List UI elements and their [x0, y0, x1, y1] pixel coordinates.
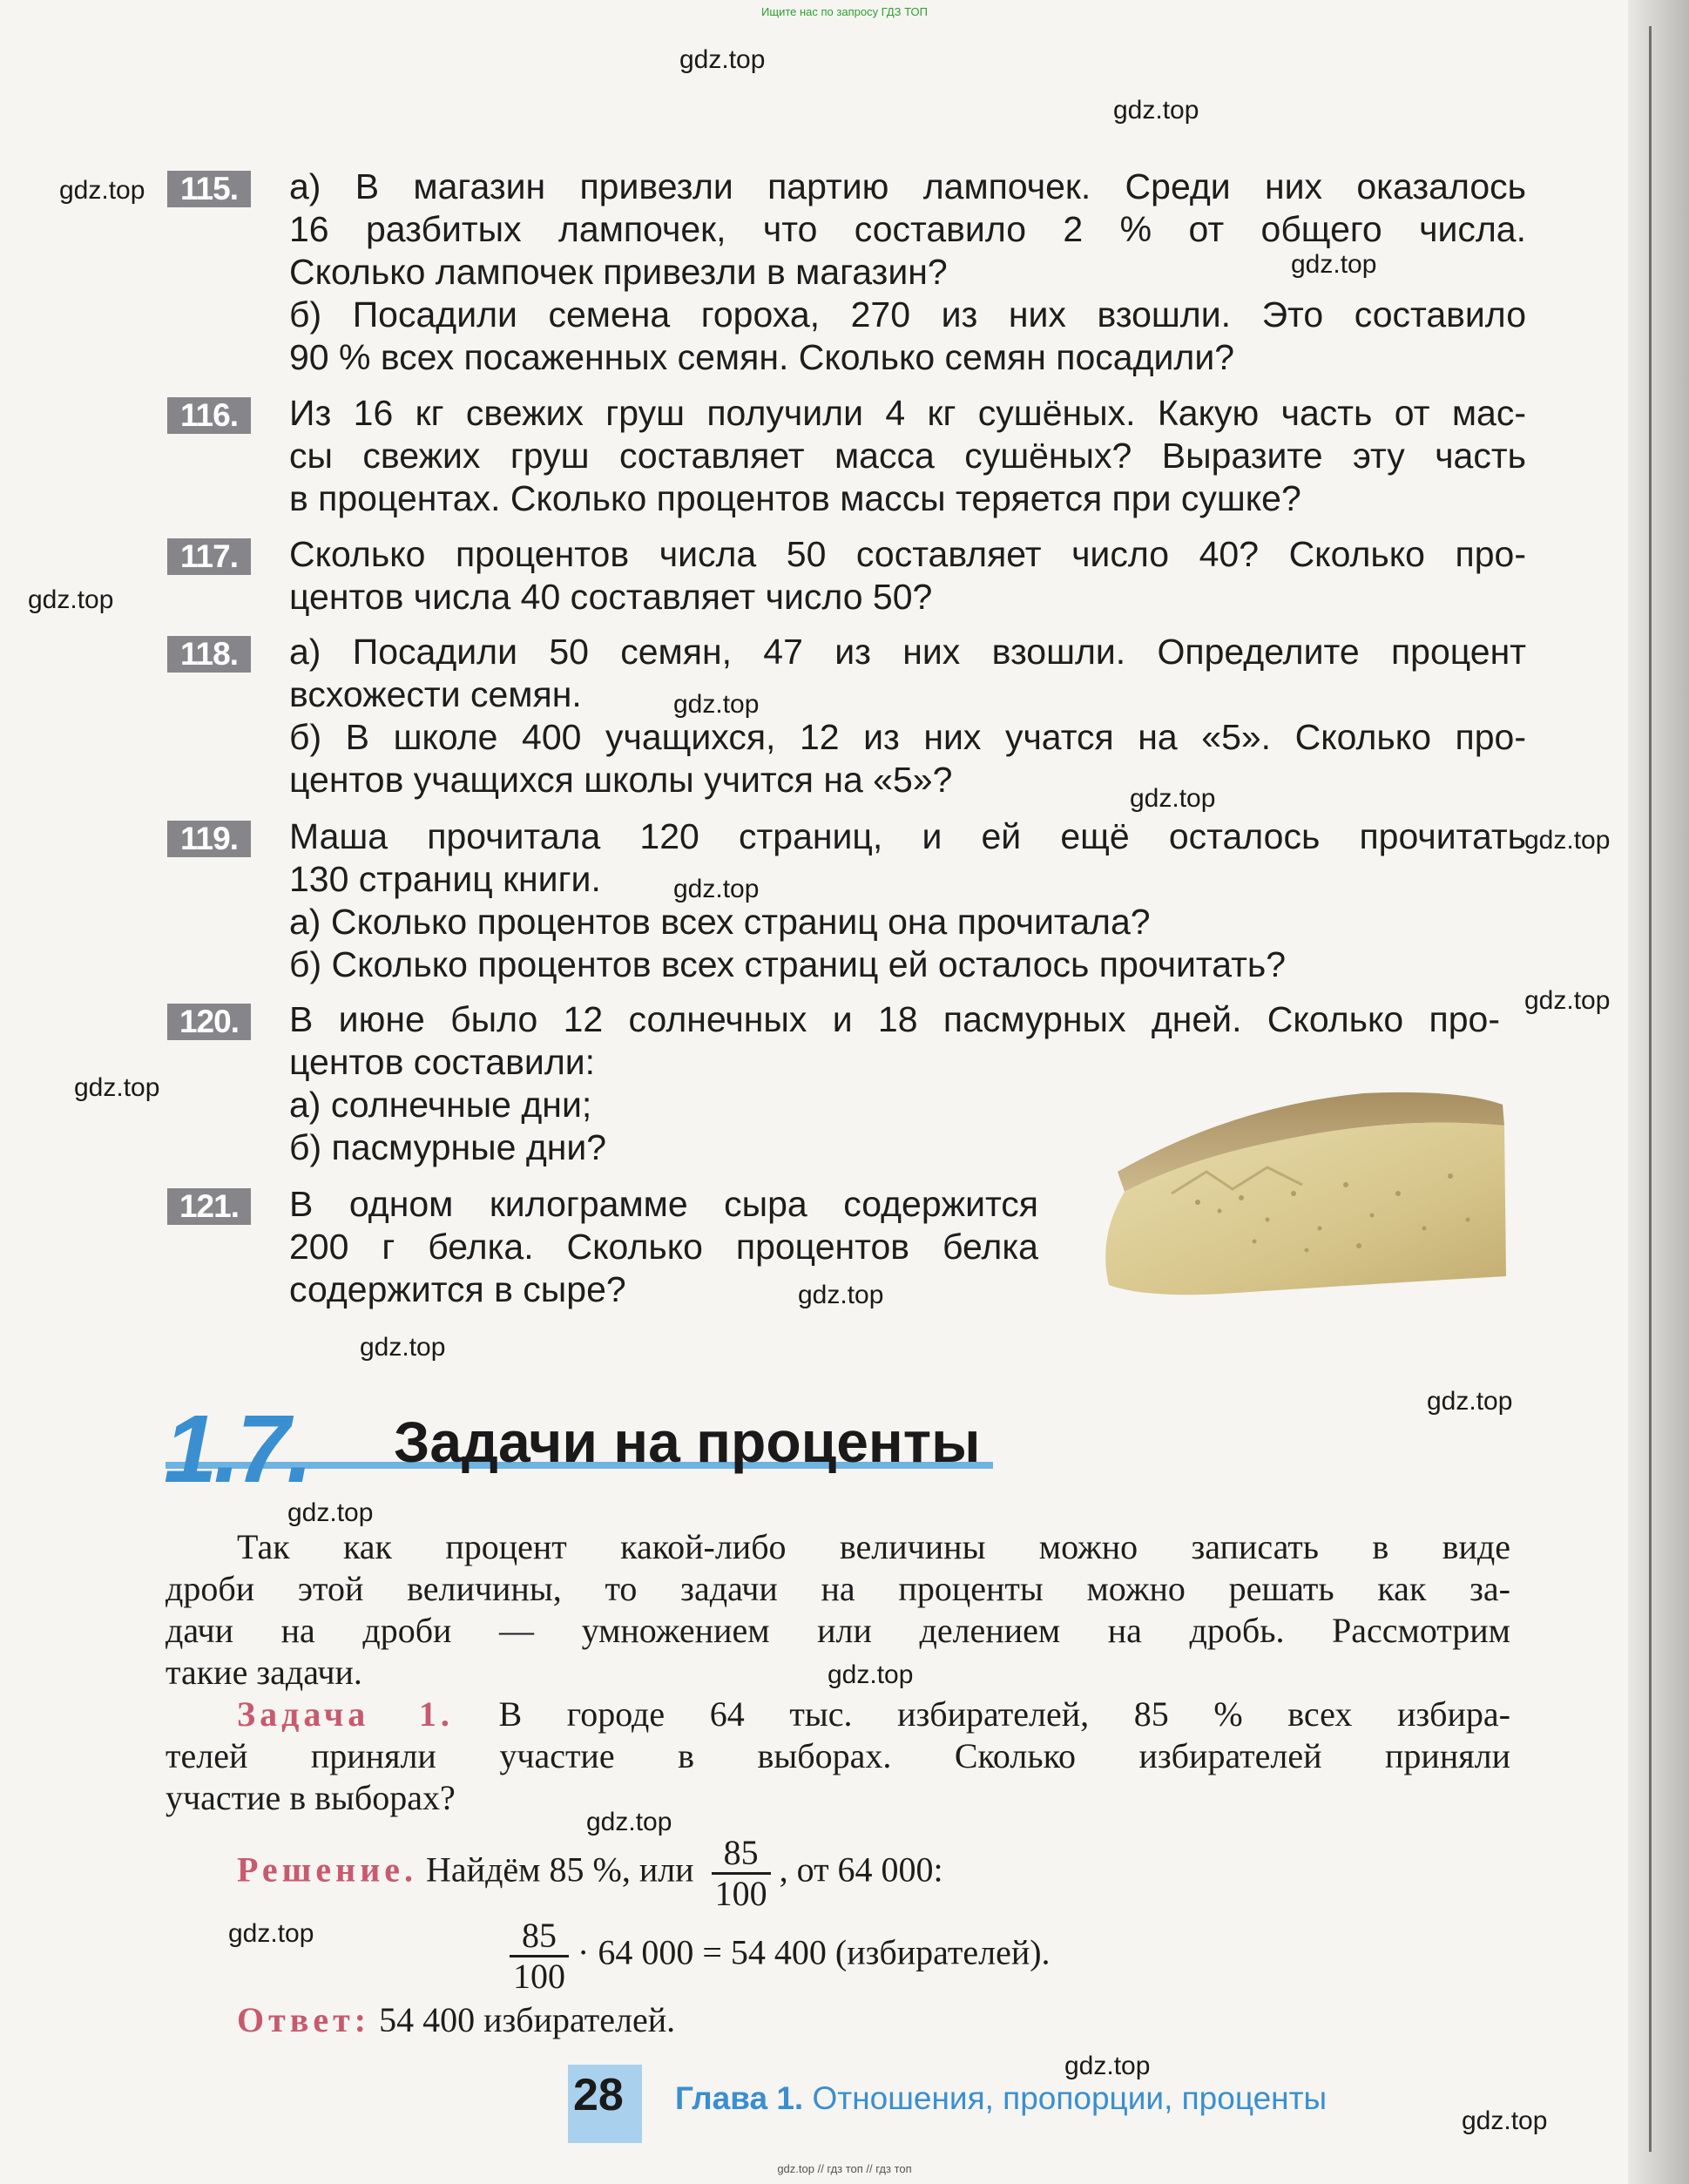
- section-number: 1.7.: [164, 1396, 310, 1503]
- solution-text: , от 64 000:: [779, 1849, 943, 1890]
- task-line: содержится в сыре?: [289, 1269, 626, 1309]
- watermark: gdz.top: [828, 1660, 914, 1689]
- chapter-label: Глава 1.: [675, 2080, 804, 2116]
- task-line: Сколько процентов числа 50 составляет число 40? Сколько про-: [289, 534, 1526, 574]
- fraction-numerator: 85: [712, 1834, 771, 1875]
- watermark: gdz.top: [1291, 250, 1377, 279]
- task-line: центов числа 40 составляет число 50?: [289, 577, 933, 617]
- task-line: Сколько лампочек привезли в магазин?: [289, 252, 948, 292]
- watermark: gdz.top: [1130, 784, 1216, 813]
- task-116: [167, 392, 1526, 520]
- chapter-footer: [675, 2080, 1327, 2117]
- task-line: б) Сколько процентов всех страниц ей осталось прочитать?: [289, 944, 1287, 984]
- task-line: всхожести семян.: [289, 674, 582, 714]
- watermark: gdz.top: [28, 585, 114, 614]
- task-117: [167, 533, 1526, 619]
- task-number-badge: 119.: [167, 821, 251, 857]
- watermark: gdz.top: [673, 690, 760, 719]
- problem-label: Задача 1.: [237, 1694, 454, 1734]
- fraction-denominator: 100: [513, 1957, 565, 1996]
- section-title: Задачи на проценты: [394, 1410, 981, 1474]
- paragraph-line: участие в выборах?: [166, 1778, 456, 1817]
- task-line: центов составили:: [289, 1042, 596, 1082]
- watermark: gdz.top: [798, 1281, 884, 1309]
- task-line: б) В школе 400 учащихся, 12 из них учатся на «5». Сколько про-: [289, 717, 1526, 757]
- paragraph-line: такие задачи.: [166, 1653, 362, 1692]
- watermark: gdz.top: [74, 1073, 160, 1102]
- watermark: gdz.top: [360, 1333, 446, 1362]
- paragraph-line: дачи на дроби — умножением или делением на дробь. Рассмотрим: [166, 1611, 1510, 1650]
- watermark: gdz.top: [1064, 2052, 1151, 2080]
- task-line: Из 16 кг свежих груш получили 4 кг сушёных. Какую часть от мас-: [289, 393, 1526, 433]
- fraction-denominator: 100: [714, 1874, 767, 1913]
- solution-text: Найдём 85 %, или: [426, 1849, 694, 1890]
- task-line: а) Сколько процентов всех страниц она прочитала?: [289, 902, 1151, 942]
- task-number-badge: 115.: [167, 171, 251, 207]
- top-banner: Ищите нас по запросу ГДЗ ТОП: [761, 5, 928, 18]
- solution-line: [237, 1834, 943, 1913]
- page-binding-line: [1649, 26, 1652, 2152]
- bottom-banner: gdz.top // гдз топ // гдз топ: [777, 2162, 912, 2175]
- paragraph-line: Так как процент какой-либо величины можно записать в виде: [237, 1527, 1510, 1566]
- watermark: gdz.top: [1427, 1387, 1513, 1416]
- task-line: сы свежих груш составляет масса сушёных? Выразите эту часть: [289, 436, 1526, 476]
- watermark: gdz.top: [59, 176, 145, 205]
- paragraph-line: дроби этой величины, то задачи на проценты можно решать как за-: [166, 1569, 1510, 1608]
- watermark: gdz.top: [1524, 826, 1611, 855]
- chapter-title: Отношения, пропорции, проценты: [812, 2080, 1328, 2116]
- watermark: gdz.top: [679, 45, 766, 74]
- task-number-badge: 121.: [167, 1188, 251, 1225]
- watermark: gdz.top: [1113, 96, 1199, 125]
- task-line: 16 разбитых лампочек, что составило 2 % от общего числа.: [289, 209, 1526, 249]
- task-line: центов учащихся школы учится на «5»?: [289, 760, 953, 800]
- answer-line: [237, 1999, 675, 2040]
- watermark: gdz.top: [287, 1498, 374, 1527]
- paragraph-line: телей приняли участие в выборах. Сколько избирателей приняли: [166, 1736, 1510, 1775]
- task-119: [167, 815, 1526, 986]
- task-line: Маша прочитала 120 страниц, и ей ещё осталось прочитать: [289, 816, 1526, 856]
- task-line: а) солнечные дни;: [289, 1085, 592, 1125]
- task-line: В одном килограмме сыра содержится: [289, 1184, 1038, 1224]
- solution-label: Решение.: [237, 1849, 418, 1890]
- page-edge-shadow: [1628, 0, 1689, 2184]
- fraction: [510, 1917, 569, 1996]
- task-line: 90 % всех посаженных семян. Сколько семян посадили?: [289, 337, 1235, 377]
- watermark: gdz.top: [1524, 986, 1611, 1015]
- task-line: В июне было 12 солнечных и 18 пасмурных дней. Сколько про-: [289, 999, 1500, 1039]
- task-number-badge: 120.: [167, 1004, 251, 1040]
- task-number-badge: 116.: [167, 397, 251, 434]
- page-number: 28: [573, 2070, 624, 2120]
- watermark: gdz.top: [228, 1919, 314, 1948]
- fraction-numerator: 85: [510, 1917, 569, 1957]
- task-number-badge: 117.: [167, 538, 251, 575]
- watermark: gdz.top: [586, 1808, 672, 1836]
- intro-paragraph: [166, 1526, 1510, 1694]
- cheese-illustration: [1093, 1089, 1511, 1307]
- task-115: [167, 166, 1526, 379]
- paragraph-line: В городе 64 тыс. избирателей, 85 % всех избира-: [498, 1694, 1510, 1734]
- watermark: gdz.top: [1462, 2106, 1548, 2135]
- task-line: 200 г белка. Сколько процентов белка: [289, 1227, 1038, 1267]
- fraction: [712, 1834, 771, 1913]
- task-number-badge: 118.: [167, 636, 251, 673]
- answer-text: 54 400 избирателей.: [379, 2000, 676, 2039]
- watermark: gdz.top: [673, 875, 760, 903]
- task-line: а) В магазин привезли партию лампочек. Среди них оказалось: [289, 166, 1526, 206]
- task-line: б) пасмурные дни?: [289, 1127, 607, 1167]
- task-line: в процентах. Сколько процентов массы теряется при сушке?: [289, 478, 1301, 518]
- formula-text: · 64 000 = 54 400 (избирателей).: [578, 1932, 1051, 1972]
- task-118: [167, 631, 1526, 801]
- task-line: б) Посадили семена гороха, 270 из них взошли. Это составило: [289, 294, 1526, 335]
- task-line: 130 страниц книги.: [289, 859, 601, 899]
- answer-label: Ответ:: [237, 2000, 371, 2039]
- solution-formula: [501, 1917, 1051, 1996]
- task-line: а) Посадили 50 семян, 47 из них взошли. Определите процент: [289, 632, 1526, 672]
- task-121: [167, 1183, 1091, 1311]
- problem-1: [166, 1694, 1510, 1819]
